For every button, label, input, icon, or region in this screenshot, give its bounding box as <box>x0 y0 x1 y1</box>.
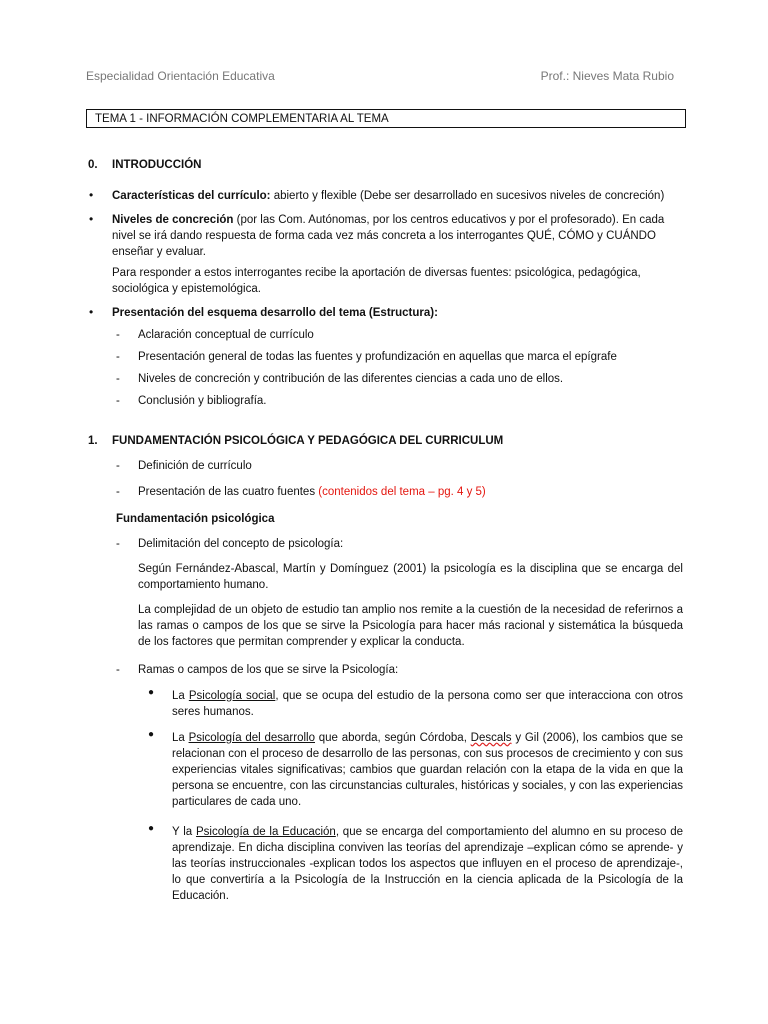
tema-title-box: TEMA 1 - INFORMACIÓN COMPLEMENTARIA AL TEMA <box>86 109 686 128</box>
subheading-psychological: Fundamentación psicológica <box>116 513 275 525</box>
round-bullet-glyph: ● <box>148 823 155 834</box>
branch-text: La <box>172 690 189 702</box>
dash-glyph: - <box>116 460 120 472</box>
header-professor: Prof.: Nieves Mata Rubio <box>540 69 674 83</box>
section1-number: 1. <box>88 435 98 447</box>
dash-glyph: - <box>116 486 120 498</box>
bullet-structure-label: Presentación del esquema desarrollo del tema (Estructura): <box>112 307 438 319</box>
bullet-concretion-levels <box>112 212 686 260</box>
bullet-glyph: • <box>89 305 94 319</box>
section0-number: 0. <box>88 159 98 171</box>
header-specialty: Especialidad Orientación Educativa <box>86 69 275 83</box>
dash-glyph: - <box>116 329 120 341</box>
topic-contents-note: (contenidos del tema – pg. 4 y 5) <box>318 486 486 498</box>
round-bullet-glyph: ● <box>148 729 155 740</box>
dash-glyph: - <box>116 538 120 550</box>
structure-item: Conclusión y bibliografía. <box>138 395 267 407</box>
developmental-psychology-term: Psicología del desarrollo <box>188 732 315 744</box>
dash-glyph: - <box>116 664 120 676</box>
spellcheck-word: Descals <box>470 732 512 744</box>
structure-item: Niveles de concreción y contribución de las diferentes ciencias a cada uno de ellos. <box>138 373 564 385</box>
psychology-definition-paragraph: Según Fernández-Abascal, Martín y Domínguez (2001) la psicología es la disciplina que se encarga del comportamiento humano. <box>138 563 683 591</box>
branch-text: La <box>172 732 189 744</box>
round-bullet-glyph: ● <box>148 687 155 698</box>
dash-glyph: - <box>116 395 120 407</box>
bullet-curriculum-characteristics <box>112 188 686 204</box>
psychology-concept-item: Delimitación del concepto de psicología: <box>138 538 344 550</box>
section1-title: FUNDAMENTACIÓN PSICOLÓGICA Y PEDAGÓGICA DEL CURRICULUM <box>112 435 504 447</box>
four-sources-item <box>138 484 486 500</box>
dash-glyph: - <box>116 351 120 363</box>
branch-text: Y la <box>172 826 196 838</box>
complexity-paragraph: La complejidad de un objeto de estudio tan amplio nos remite a la cuestión de la necesidad de referirnos a las ramas o campos de los que se sirve la Psicología para hacer más racional y sistemática la búsqueda de los factores que permitan comprender y explicar la conducta. <box>138 604 683 648</box>
branch-text: , que se encarga del comportamiento del alumno en su proceso de aprendizaje. En dicha disciplina conviven las teorías del aprendizaje –explican cómo se aprende- y las teorías instruccionales -explican todos los aspectos que influyen en el proceso de aprendizaje-, lo que convertiría a la Psicología de la Instrucción en la ciencia aplicada de la Psicología de la Educación. <box>172 826 683 902</box>
section0-title: INTRODUCCIÓN <box>112 159 202 171</box>
curriculum-definition-item: Definición de currículo <box>138 460 252 472</box>
social-psychology-term: Psicología social <box>188 690 276 702</box>
bullet-label: Niveles de concreción <box>112 214 234 226</box>
branch-developmental-psychology <box>172 730 683 810</box>
branch-social-psychology <box>172 688 683 720</box>
bullet-glyph: • <box>89 188 94 202</box>
four-sources-text: Presentación de las cuatro fuentes <box>138 486 319 498</box>
structure-item: Aclaración conceptual de currículo <box>138 329 314 341</box>
branch-text: y Gil (2006), los cambios que se relacionan con el proceso de desarrollo de las personas, con sus procesos de crecimiento y con sus experiencias vitales significativas; cambios que guardan relación con la etapa de la vida en que la persona se encuentre, con las circunstancias culturales, históricas y sociales, y con las experiencias particulares de cada uno. <box>172 732 683 808</box>
bullet-label: Características del currículo: <box>112 190 271 202</box>
branch-educational-psychology <box>172 824 683 904</box>
educational-psychology-term: Psicología de la Educación <box>195 826 336 838</box>
bullet-glyph: • <box>89 212 94 226</box>
branches-item: Ramas o campos de los que se sirve la Psicología: <box>138 664 399 676</box>
branch-text: que aborda, según Córdoba, <box>315 732 471 744</box>
structure-item: Presentación general de todas las fuentes y profundización en aquellas que marca el epígrafe <box>138 351 617 363</box>
bullet-text: (por las Com. Autónomas, por los centros educativos y por el profesorado). En cada nivel se irá dando respuesta de forma cada vez más concreta a los interrogantes QUÉ, CÓMO y CUÁNDO enseñar y evaluar. <box>112 214 665 258</box>
branch-text: , que se ocupa del estudio de la persona como ser que interacciona con otros seres humanos. <box>172 690 683 718</box>
dash-glyph: - <box>116 373 120 385</box>
sources-paragraph: Para responder a estos interrogantes recibe la aportación de diversas fuentes: psicológica, pedagógica, sociológica y epistemológica. <box>112 267 641 295</box>
bullet-text: abierto y flexible (Debe ser desarrollado en sucesivos niveles de concreción) <box>270 190 665 202</box>
